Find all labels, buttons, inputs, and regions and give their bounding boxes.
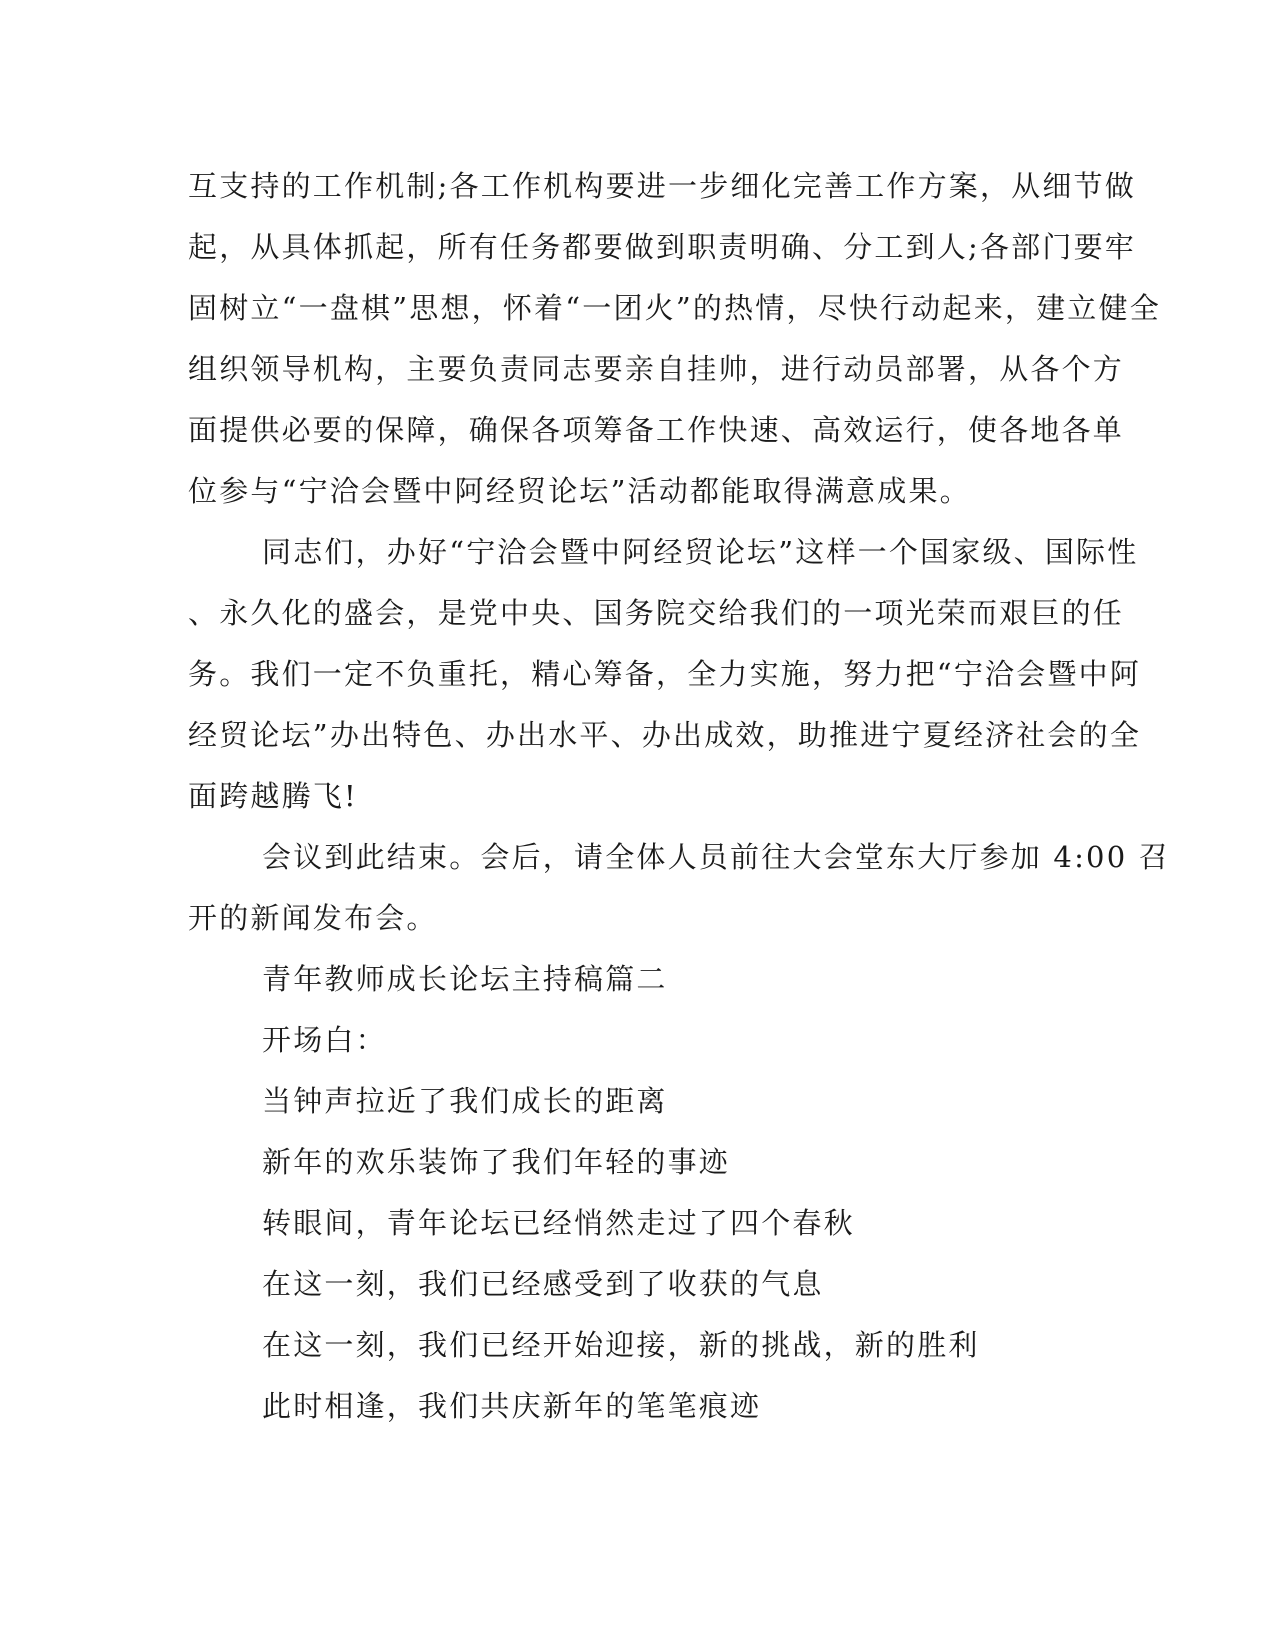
text-line: 面跨越腾飞! [188,779,358,813]
text-line: 当钟声拉近了我们成长的距离 [262,1084,668,1118]
text-line: 新年的欢乐装饰了我们年轻的事迹 [262,1145,731,1179]
verse-line [188,1193,1068,1254]
paragraph [188,1010,1068,1071]
text-line: 位参与“宁洽会暨中阿经贸论坛”活动都能取得满意成果。 [188,474,971,508]
paragraph [188,522,1142,827]
paragraph [188,156,1161,522]
paragraph [188,827,1170,949]
text-line: 起，从具体抓起，所有任务都要做到职责明确、分工到人;各部门要牢 [188,230,1136,264]
text-line: 在这一刻，我们已经开始迎接，新的挑战，新的胜利 [262,1328,980,1362]
text-line: 务。我们一定不负重托，精心筹备，全力实施，努力把“宁洽会暨中阿 [188,657,1142,691]
text-line: 开场白： [262,1023,387,1057]
text-line: 、永久化的盛会，是党中央、国务院交给我们的一项光荣而艰巨的任 [188,596,1125,630]
verse-line [188,1254,1068,1315]
verse-line [188,1132,1068,1193]
text-line: 在这一刻，我们已经感受到了收获的气息 [262,1267,824,1301]
text-line: 此时相逢，我们共庆新年的笔笔痕迹 [262,1389,762,1423]
text-line: 青年教师成长论坛主持稿篇二 [262,962,668,996]
document-body [188,156,1170,1437]
text-line: 转眼间，青年论坛已经悄然走过了四个春秋 [262,1206,855,1240]
verse-line [188,1315,1068,1376]
text-line: 同志们，办好“宁洽会暨中阿经贸论坛”这样一个国家级、国际性 [262,535,1139,569]
section-heading [188,949,1068,1010]
text-line: 组织领导机构，主要负责同志要亲自挂帅，进行动员部署，从各个方 [188,352,1125,386]
text-line: 面提供必要的保障，确保各项筹备工作快速、高效运行，使各地各单 [188,413,1125,447]
verse-line [188,1376,1068,1437]
text-line: 互支持的工作机制;各工作机构要进一步细化完善工作方案，从细节做 [188,169,1136,203]
text-line: 开的新闻发布会。 [188,901,438,935]
text-line: 会议到此结束。会后，请全体人员前往大会堂东大厅参加 4:00 召 [262,840,1170,874]
text-line: 固树立“一盘棋”思想，怀着“一团火”的热情，尽快行动起来，建立健全 [188,291,1161,325]
text-line: 经贸论坛”办出特色、办出水平、办出成效，助推进宁夏经济社会的全 [188,718,1142,752]
verse-line [188,1071,1068,1132]
